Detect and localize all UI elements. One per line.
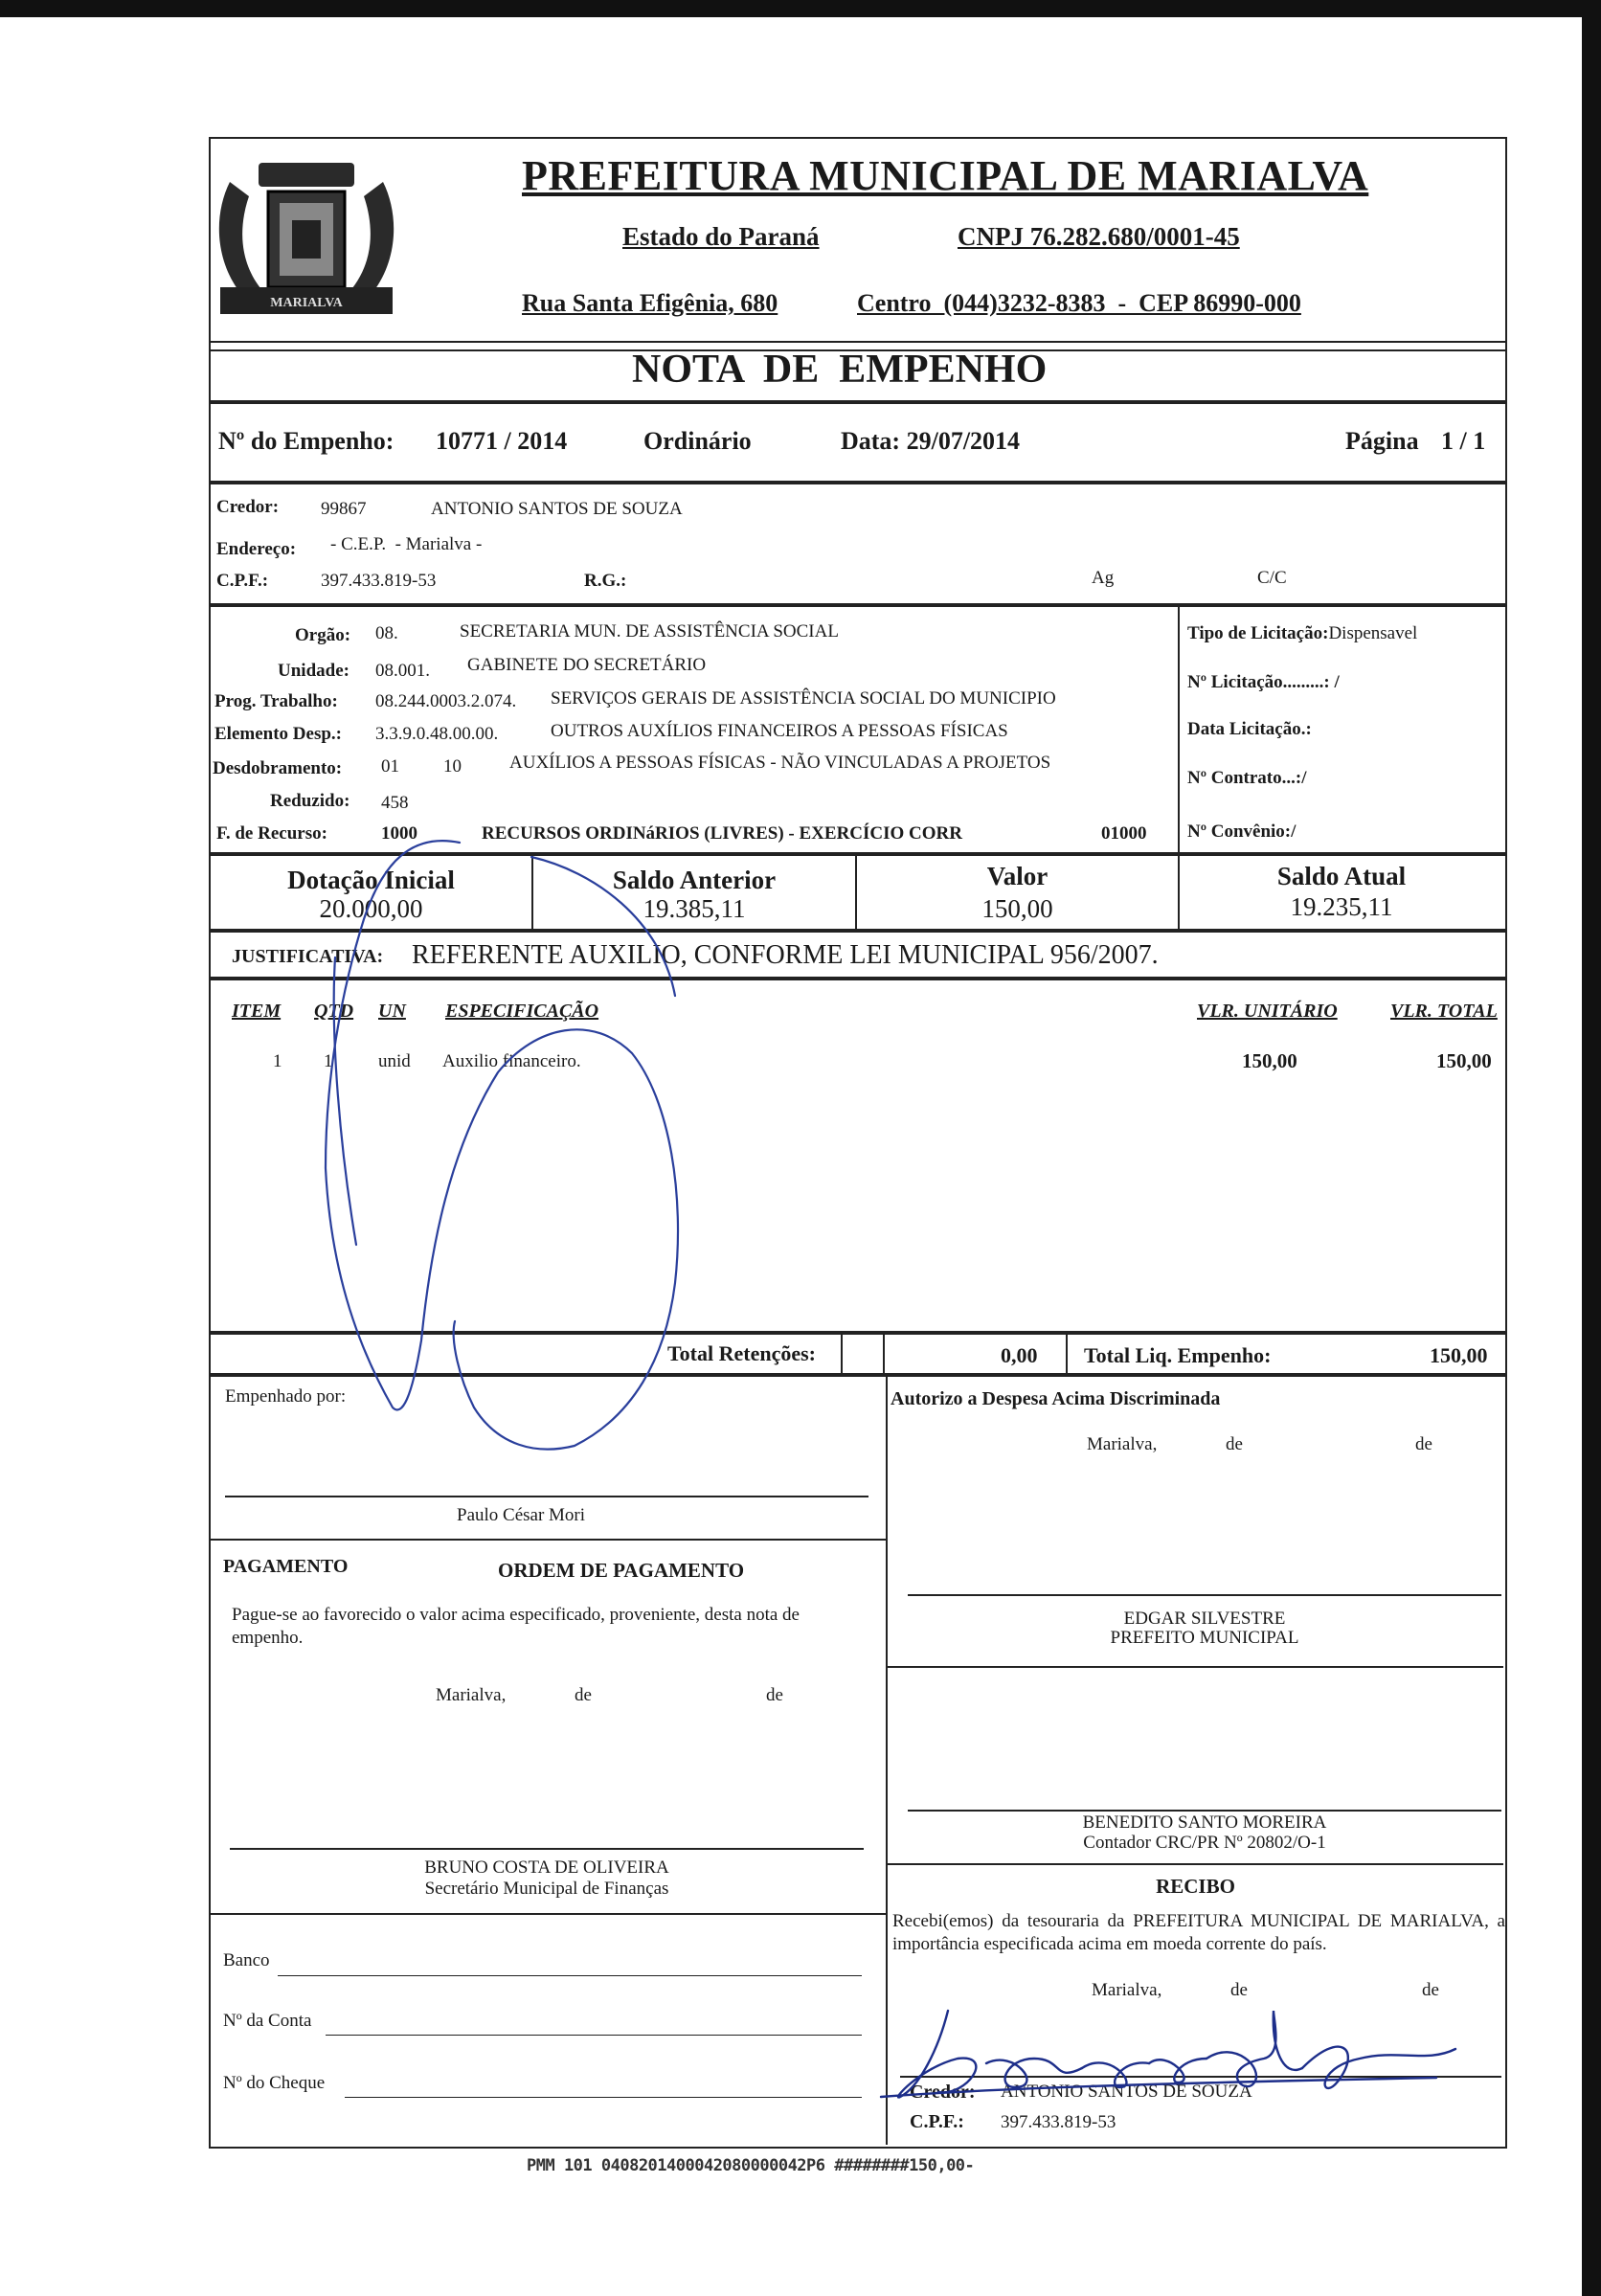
financas-role: Secretário Municipal de Finanças bbox=[424, 1879, 669, 1899]
elemento-desc: OUTROS AUXÍLIOS FINANCEIROS A PESSOAS FÍSICAS bbox=[551, 721, 1008, 741]
justificativa-text: REFERENTE AUXILIO, CONFORME LEI MUNICIPAL 956/2007. bbox=[412, 940, 1159, 970]
financas-name: BRUNO COSTA DE OLIVEIRA bbox=[424, 1857, 669, 1878]
col-item: ITEM bbox=[232, 1001, 282, 1022]
address-label: Endereço: bbox=[216, 539, 297, 559]
dotacao-label: Dotação Inicial bbox=[287, 866, 455, 894]
conta-label: Nº da Conta bbox=[223, 2011, 312, 2031]
empenho-number-label: Nº do Empenho: bbox=[218, 427, 395, 455]
desdobramento-code2: 10 bbox=[443, 756, 462, 777]
licitacao-numero: Nº Licitação.........: / bbox=[1187, 672, 1340, 692]
row-un: unid bbox=[378, 1051, 411, 1071]
credor-signature bbox=[862, 1992, 1475, 2116]
cpf-label: C.P.F.: bbox=[216, 571, 269, 591]
orgao-label: Orgão: bbox=[295, 625, 351, 645]
rg-label: R.G.: bbox=[584, 571, 627, 591]
orgao-desc: SECRETARIA MUN. DE ASSISTÊNCIA SOCIAL bbox=[460, 621, 839, 642]
cheque-label: Nº do Cheque bbox=[223, 2073, 326, 2093]
pagamento-text: Pague-se ao favorecido o valor acima especificado, proveniente, desta nota de empenho. bbox=[232, 1605, 800, 1648]
recibo-de2: de bbox=[1422, 1980, 1439, 2000]
svg-text:MARIALVA: MARIALVA bbox=[270, 296, 343, 310]
col-spec: ESPECIFICAÇÃO bbox=[445, 1001, 599, 1022]
recibo-credor-name: ANTONIO SANTOS DE SOUZA bbox=[1001, 2082, 1252, 2102]
autorizo-de2: de bbox=[1415, 1434, 1432, 1454]
recibo-credor-label: Credor: bbox=[910, 2082, 976, 2103]
contact-label: Centro (044)3232-8383 - CEP 86990-000 bbox=[857, 289, 1301, 317]
valor-label: Valor bbox=[986, 862, 1049, 890]
prefeito-name: EDGAR SILVESTRE bbox=[1123, 1609, 1286, 1629]
credor-code: 99867 bbox=[321, 499, 367, 519]
credor-name: ANTONIO SANTOS DE SOUZA bbox=[431, 499, 683, 519]
empenhado-label: Empenhado por: bbox=[225, 1386, 347, 1407]
saldo-anterior-value: 19.385,11 bbox=[643, 894, 746, 923]
licitacao-convenio: Nº Convênio:/ bbox=[1187, 822, 1297, 842]
fonte-code2: 01000 bbox=[1101, 823, 1147, 844]
prefeito-role: PREFEITO MUNICIPAL bbox=[1110, 1628, 1299, 1648]
ag-label: Ag bbox=[1092, 568, 1115, 588]
saldo-anterior-label: Saldo Anterior bbox=[612, 866, 777, 894]
page-label: Página bbox=[1345, 427, 1419, 455]
row-qtd: 1 bbox=[324, 1051, 333, 1071]
footer-barcode-text: PMM 101 0408201400042080000042P6 ########150,00- bbox=[527, 2156, 975, 2175]
justificativa-label: JUSTIFICATIVA: bbox=[232, 946, 384, 967]
desdobramento-desc: AUXÍLIOS A PESSOAS FÍSICAS - NÃO VINCULADAS A PROJETOS bbox=[509, 753, 1051, 773]
licitacao-tipo-value: Dispensavel bbox=[1328, 623, 1418, 643]
col-total: VLR. TOTAL bbox=[1390, 1001, 1498, 1022]
empenhado-name: Paulo César Mori bbox=[457, 1505, 586, 1525]
pagamento-place: Marialva, bbox=[436, 1685, 507, 1705]
prog-desc: SERVIÇOS GERAIS DE ASSISTÊNCIA SOCIAL DO MUNICIPIO bbox=[551, 688, 1056, 709]
recibo-title: RECIBO bbox=[1156, 1875, 1235, 1898]
fonte-label: F. de Recurso: bbox=[216, 823, 327, 844]
reduzido-label: Reduzido: bbox=[270, 791, 350, 811]
page-value: 1 / 1 bbox=[1441, 427, 1486, 455]
street-label: Rua Santa Efigênia, 680 bbox=[522, 289, 778, 317]
contador-role: Contador CRC/PR Nº 20802/O-1 bbox=[1083, 1833, 1326, 1853]
saldo-atual-label: Saldo Atual bbox=[1276, 862, 1407, 890]
recibo-de1: de bbox=[1230, 1980, 1248, 2000]
page-title: PREFEITURA MUNICIPAL DE MARIALVA bbox=[522, 152, 1369, 199]
ordem-pagamento-label: ORDEM DE PAGAMENTO bbox=[498, 1559, 745, 1582]
prog-label: Prog. Trabalho: bbox=[214, 691, 338, 711]
empenho-type: Ordinário bbox=[643, 427, 752, 455]
address-value: - C.E.P. - Marialva - bbox=[330, 534, 483, 554]
empenho-date: Data: 29/07/2014 bbox=[841, 427, 1021, 455]
licitacao-tipo-label: Tipo de Licitação: bbox=[1187, 623, 1329, 643]
contador-name: BENEDITO SANTO MOREIRA bbox=[1082, 1812, 1327, 1833]
cc-label: C/C bbox=[1257, 568, 1287, 588]
cpf-value: 397.433.819-53 bbox=[321, 571, 437, 591]
saldo-atual-value: 19.235,11 bbox=[1290, 892, 1393, 921]
recibo-text: Recebi(emos) da tesouraria da PREFEITURA MUNICIPAL DE MARIALVA, a importância especificada acima em moeda corrente do país. bbox=[892, 1911, 1505, 1954]
recibo-cpf-label: C.P.F.: bbox=[910, 2111, 964, 2132]
autorizo-label: Autorizo a Despesa Acima Discriminada bbox=[891, 1388, 1221, 1409]
pagamento-de2: de bbox=[766, 1685, 783, 1705]
prog-code: 08.244.0003.2.074. bbox=[375, 691, 517, 711]
desdobramento-label: Desdobramento: bbox=[213, 758, 343, 778]
cnpj-label: CNPJ 76.282.680/0001-45 bbox=[958, 222, 1240, 251]
row-unit: 150,00 bbox=[1242, 1049, 1297, 1072]
col-un: UN bbox=[378, 1001, 406, 1022]
empenho-number: 10771 / 2014 bbox=[436, 427, 568, 455]
credor-label: Credor: bbox=[216, 497, 280, 517]
autorizo-place: Marialva, bbox=[1087, 1434, 1158, 1454]
unidade-desc: GABINETE DO SECRETÁRIO bbox=[467, 655, 707, 675]
fonte-desc: RECURSOS ORDINáRIOS (LIVRES) - EXERCÍCIO CORR bbox=[482, 823, 962, 844]
fonte-code: 1000 bbox=[381, 823, 417, 844]
row-item: 1 bbox=[273, 1051, 282, 1071]
doc-title: NOTA DE EMPENHO bbox=[632, 348, 1048, 392]
elemento-label: Elemento Desp.: bbox=[214, 724, 342, 744]
desdobramento-code1: 01 bbox=[381, 756, 399, 777]
liq-empenho-value: 150,00 bbox=[1430, 1343, 1488, 1367]
pagamento-label: PAGAMENTO bbox=[223, 1556, 349, 1577]
retencoes-label: Total Retenções: bbox=[667, 1341, 816, 1365]
liq-empenho-label: Total Liq. Empenho: bbox=[1084, 1343, 1272, 1367]
autorizo-de1: de bbox=[1226, 1434, 1243, 1454]
col-qtd: QTD bbox=[314, 1001, 354, 1022]
unidade-code: 08.001. bbox=[375, 661, 430, 681]
orgao-code: 08. bbox=[375, 623, 398, 643]
banco-label: Banco bbox=[223, 1950, 270, 1970]
row-total: 150,00 bbox=[1436, 1049, 1492, 1072]
state-label: Estado do Paraná bbox=[622, 222, 820, 251]
unidade-label: Unidade: bbox=[278, 661, 350, 681]
row-spec: Auxilio financeiro. bbox=[442, 1051, 581, 1071]
pagamento-de1: de bbox=[575, 1685, 592, 1705]
recibo-cpf-value: 397.433.819-53 bbox=[1001, 2112, 1116, 2132]
col-unit: VLR. UNITÁRIO bbox=[1197, 1001, 1338, 1022]
reduzido-value: 458 bbox=[381, 793, 409, 813]
dotacao-value: 20.000,00 bbox=[319, 894, 423, 923]
recibo-place: Marialva, bbox=[1092, 1980, 1162, 2000]
valor-value: 150,00 bbox=[981, 894, 1053, 923]
elemento-code: 3.3.9.0.48.00.00. bbox=[375, 724, 499, 744]
retencoes-value: 0,00 bbox=[1001, 1343, 1038, 1367]
licitacao-contrato: Nº Contrato...:/ bbox=[1187, 768, 1307, 788]
licitacao-data: Data Licitação.: bbox=[1187, 719, 1312, 739]
